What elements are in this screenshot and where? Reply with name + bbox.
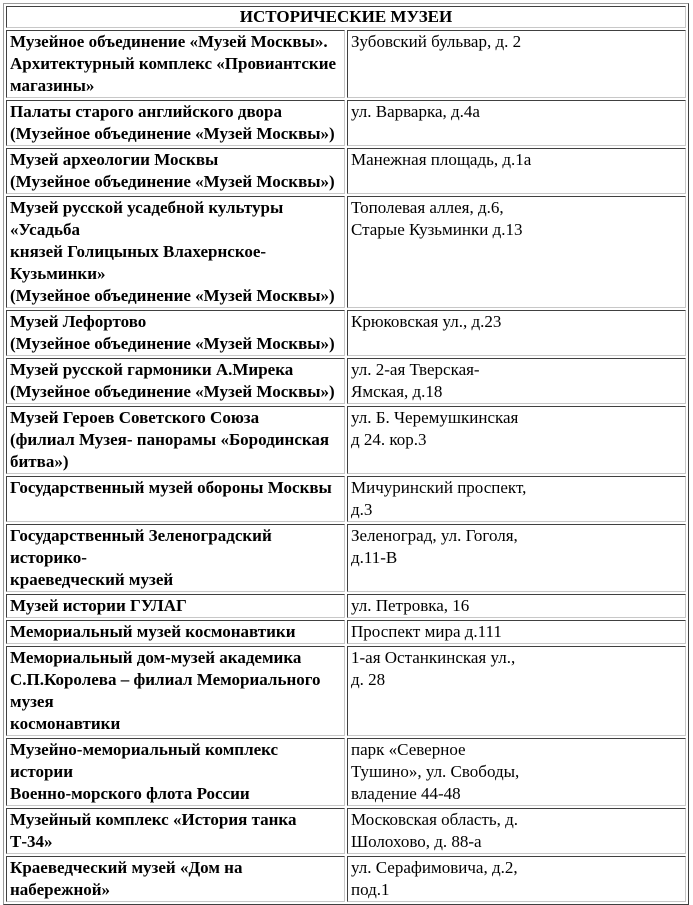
museum-address-line: д.3 <box>351 500 373 519</box>
table-row <box>6 196 686 308</box>
museum-name-line: (Музейное объединение «Музей Москвы») <box>10 286 335 305</box>
museum-address-cell <box>347 594 686 618</box>
table-row <box>6 148 686 194</box>
museum-address-cell <box>347 476 686 522</box>
table-row <box>6 620 686 644</box>
museum-address-line: Мичуринский проспект, <box>351 478 527 497</box>
museum-name-line: Государственный Зеленоградский историко- <box>10 526 272 567</box>
museum-address-line: Манежная площадь, д.1а <box>351 150 532 169</box>
museum-name-line: Музейно-мемориальный комплекс истории <box>10 740 279 781</box>
table-row <box>6 476 686 522</box>
museum-name-line: Музей археологии Москвы <box>10 150 219 169</box>
museum-name-line: Краеведческий музей «Дом на набережной» <box>10 858 243 899</box>
museum-name-line: Музей русской усадебной культуры «Усадьба <box>10 198 284 239</box>
museum-name-line: Мемориальный музей космонавтики <box>10 622 296 641</box>
museum-name-cell <box>6 310 345 356</box>
museum-address-cell <box>347 310 686 356</box>
museum-name-cell <box>6 358 345 404</box>
museum-name-cell <box>6 524 345 592</box>
museum-name-line: Архитектурный комплекс «Провиантские <box>10 54 337 73</box>
museum-address-line: парк «Северное <box>351 740 466 759</box>
museum-address-line: Тополевая аллея, д.6, <box>351 198 504 217</box>
museum-address-cell <box>347 646 686 736</box>
museum-name-cell <box>6 856 345 902</box>
museum-name-line: Музей русской гармоники А.Мирека <box>10 360 294 379</box>
museum-name-line: Музейный комплекс «История танка Т-34» <box>10 810 297 851</box>
museum-address-line: д 24. кор.3 <box>351 430 427 449</box>
museum-table-wrapper <box>3 3 689 905</box>
table-header-row <box>6 6 686 28</box>
museum-address-line: Крюковская ул., д.23 <box>351 312 502 331</box>
museum-address-cell <box>347 148 686 194</box>
museum-name-line: Военно-морского флота России <box>10 784 250 803</box>
museum-address-line: ул. Варварка, д.4а <box>351 102 480 121</box>
museum-address-cell <box>347 524 686 592</box>
museum-name-line: С.П.Королева – филиал Мемориального музея <box>10 670 321 711</box>
table-row <box>6 30 686 98</box>
museum-address-line: Старые Кузьминки д.13 <box>351 220 523 239</box>
table-row <box>6 358 686 404</box>
museum-name-cell <box>6 738 345 806</box>
museum-name-line: (Музейное объединение «Музей Москвы») <box>10 172 335 191</box>
museum-address-cell <box>347 358 686 404</box>
museum-address-line: под.1 <box>351 880 390 899</box>
museum-name-line: (Музейное объединение «Музей Москвы») <box>10 124 335 143</box>
museum-name-line: Палаты старого английского двора <box>10 102 283 121</box>
museum-address-cell <box>347 856 686 902</box>
museum-address-line: Ямская, д.18 <box>351 382 443 401</box>
museum-address-line: Шолохово, д. 88-а <box>351 832 482 851</box>
museum-address-line: ул. Серафимовича, д.2, <box>351 858 518 877</box>
museum-name-cell <box>6 196 345 308</box>
museum-table <box>3 3 689 905</box>
museum-name-line: космонавтики <box>10 714 121 733</box>
museum-name-cell <box>6 100 345 146</box>
table-row <box>6 646 686 736</box>
museum-address-line: Московская область, д. <box>351 810 519 829</box>
table-row <box>6 100 686 146</box>
museum-name-line: Музей Героев Советского Союза <box>10 408 260 427</box>
table-row <box>6 594 686 618</box>
museum-address-line: Проспект мира д.111 <box>351 622 502 641</box>
table-row <box>6 406 686 474</box>
museum-address-line: д.11-В <box>351 548 398 567</box>
museum-name-line: Музей Лефортово <box>10 312 147 331</box>
museum-name-line: (Музейное объединение «Музей Москвы») <box>10 334 335 353</box>
table-row <box>6 524 686 592</box>
museum-name-line: Музей истории ГУЛАГ <box>10 596 187 615</box>
museum-name-cell <box>6 148 345 194</box>
museum-address-cell <box>347 620 686 644</box>
table-row <box>6 808 686 854</box>
museum-address-line: Тушино», ул. Свободы, <box>351 762 520 781</box>
museum-address-line: ул. 2-ая Тверская- <box>351 360 480 379</box>
museum-name-line: Музейное объединение «Музей Москвы». <box>10 32 328 51</box>
museum-name-cell <box>6 406 345 474</box>
museum-address-cell <box>347 196 686 308</box>
table-title: ИСТОРИЧЕСКИЕ МУЗЕИ <box>6 6 686 28</box>
museum-name-cell <box>6 620 345 644</box>
museum-name-cell <box>6 594 345 618</box>
museum-name-line: князей Голицыных Влахернское-Кузьминки» <box>10 242 267 283</box>
museum-address-line: ул. Петровка, 16 <box>351 596 470 615</box>
museum-name-cell <box>6 808 345 854</box>
museum-address-line: д. 28 <box>351 670 386 689</box>
museum-address-cell <box>347 30 686 98</box>
table-row <box>6 310 686 356</box>
table-body <box>6 30 686 902</box>
museum-address-line: Зеленоград, ул. Гоголя, <box>351 526 518 545</box>
museum-address-cell <box>347 100 686 146</box>
museum-address-line: 1-ая Останкинская ул., <box>351 648 516 667</box>
museum-name-line: магазины» <box>10 76 95 95</box>
museum-address-line: Зубовский бульвар, д. 2 <box>351 32 522 51</box>
museum-name-cell <box>6 476 345 522</box>
museum-address-cell <box>347 406 686 474</box>
museum-address-line: ул. Б. Черемушкинская <box>351 408 519 427</box>
museum-name-line: (Музейное объединение «Музей Москвы») <box>10 382 335 401</box>
museum-address-cell <box>347 738 686 806</box>
museum-name-cell <box>6 646 345 736</box>
museum-name-line: Государственный музей обороны Москвы <box>10 478 332 497</box>
museum-name-cell <box>6 30 345 98</box>
museum-name-line: краеведческий музей <box>10 570 174 589</box>
museum-address-cell <box>347 808 686 854</box>
museum-name-line: (филиал Музея- панорамы «Бородинская битва») <box>10 430 330 471</box>
museum-name-line: Мемориальный дом-музей академика <box>10 648 302 667</box>
museum-address-line: владение 44-48 <box>351 784 461 803</box>
table-row <box>6 856 686 902</box>
table-row <box>6 738 686 806</box>
